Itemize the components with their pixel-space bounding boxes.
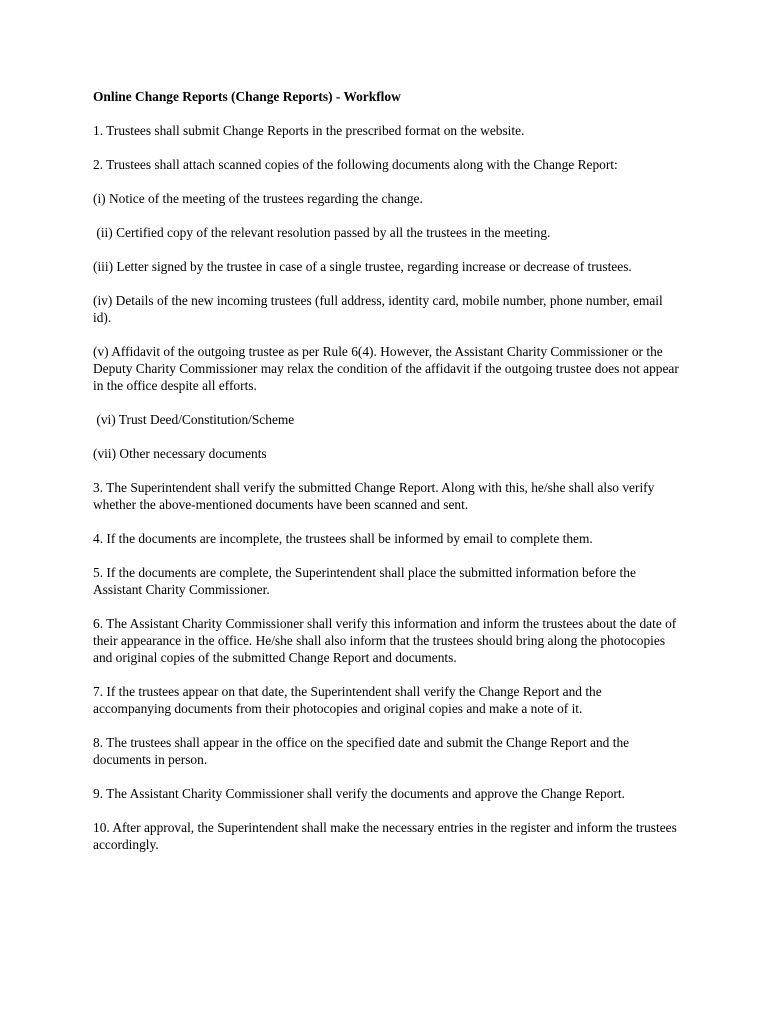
paragraph-step-4: 4. If the documents are incomplete, the trustees shall be informed by email to complete them. [93, 531, 593, 546]
paragraph-doc-iii: (iii) Letter signed by the trustee in case of a single trustee, regarding increase or decrease of trustees. [93, 259, 632, 274]
document-title: Online Change Reports (Change Reports) - Workflow [93, 89, 401, 104]
paragraph-doc-vii: (vii) Other necessary documents [93, 446, 267, 461]
paragraph-step-5: 5. If the documents are complete, the Superintendent shall place the submitted information before the Assistant Charity Commissioner. [93, 565, 639, 597]
paragraph-step-10: 10. After approval, the Superintendent shall make the necessary entries in the register and inform the trustees accordingly. [93, 820, 681, 852]
paragraph-doc-iv: (iv) Details of the new incoming trustees (full address, identity card, mobile number, phone number, email id). [93, 293, 667, 325]
paragraph-doc-vi: (vi) Trust Deed/Constitution/Scheme [93, 412, 295, 427]
paragraph-step-3: 3. The Superintendent shall verify the submitted Change Report. Along with this, he/she shall also verify whether the above-mentioned documents have been scanned and sent. [93, 480, 658, 512]
document-page [93, 88, 683, 870]
paragraph-step-1: 1. Trustees shall submit Change Reports in the prescribed format on the website. [93, 123, 525, 138]
paragraph-step-7: 7. If the trustees appear on that date, the Superintendent shall verify the Change Report and the accompanying documents from their photocopies and original copies and make a note of it. [93, 684, 606, 716]
paragraph-step-8: 8. The trustees shall appear in the office on the specified date and submit the Change Report and the documents in person. [93, 735, 633, 767]
paragraph-doc-v: (v) Affidavit of the outgoing trustee as per Rule 6(4). However, the Assistant Charity Commissioner or the Deputy Charity Commissioner may relax the condition of the affidavit if the outgoing trustee does not appear in the office despite all efforts. [93, 344, 683, 393]
paragraph-doc-i: (i) Notice of the meeting of the trustees regarding the change. [93, 191, 423, 206]
paragraph-step-9: 9. The Assistant Charity Commissioner shall verify the documents and approve the Change Report. [93, 786, 625, 801]
paragraph-step-6: 6. The Assistant Charity Commissioner shall verify this information and inform the trustees about the date of their appearance in the office. He/she shall also inform that the trustees should bring along the photocopies and original copies of the submitted Change Report and documents. [93, 616, 680, 665]
paragraph-step-2: 2. Trustees shall attach scanned copies of the following documents along with the Change Report: [93, 157, 618, 172]
paragraph-doc-ii: (ii) Certified copy of the relevant resolution passed by all the trustees in the meeting. [93, 225, 551, 240]
